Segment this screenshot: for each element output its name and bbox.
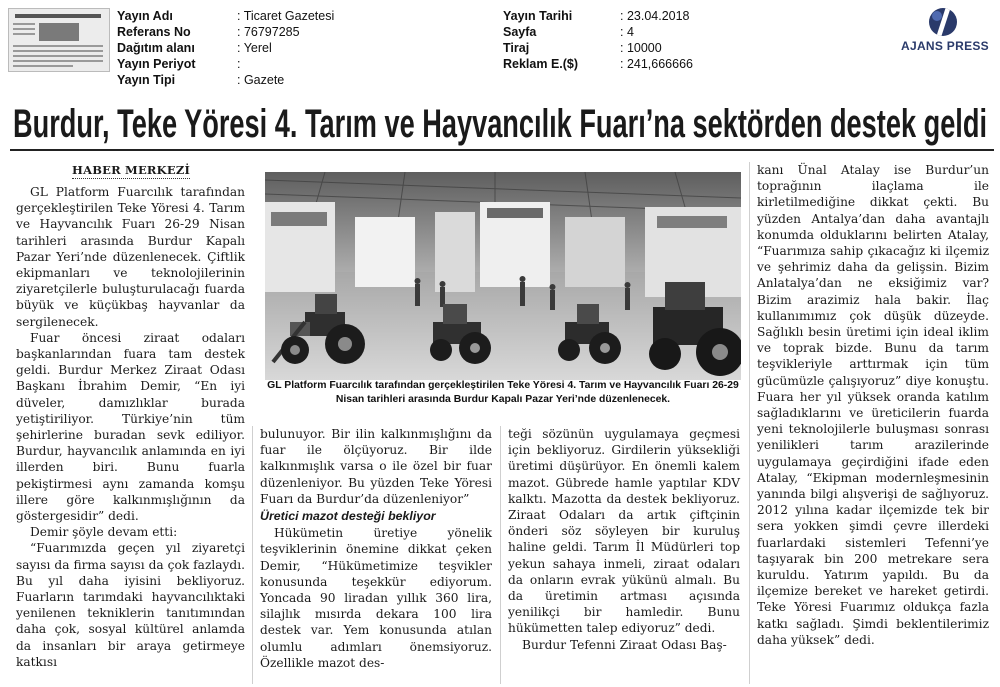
paragraph: Hükümetin üretiye yönelik teşviklerinin önemine dikkat çeken Demir, “Hükümetimize teşvikler konusunda teşekkür ediyorum. Yoncada 90 liradan yıllık 360 lira, silajlık mısırda dekara 100 lira destek var. Yem konusunda atılan olumlu adımları önemsiyoruz. Özellikle mazot des- (260, 526, 492, 670)
meta-label: Yayın Periyot (117, 57, 196, 71)
meta-label: Sayfa (503, 25, 537, 39)
column-divider (500, 426, 501, 684)
column-divider (252, 426, 253, 684)
meta-value: : 241,666666 (620, 57, 693, 71)
paragraph: “Fuarımızda geçen yıl ziyaretçi sayısı da firma sayısı da çok fazlaydı. Bu yıl daha iyisini bekliyoruz. Fuarların tarımdaki hayvancılıktaki yenilenen tekniklerin tanıtımından daha çok, sosyal kültürel anlamda da insanları bir araya getirmeye katkısı (16, 541, 245, 669)
meta-row-page (503, 24, 693, 40)
paragraph: GL Platform Fuarcılık tarafından gerçekleştirilen Teke Yöresi 4. Tarım ve Hayvancılık Fuarı 26-29 Nisan tarihleri arasında Burdur Kapalı Pazar Yeri’nde düzenlenecek. Çiftlik ekipmanları ve teknolojilerinin ziyaretçilerle buluşturulacağı fuarda büyük ve küçükbaş hayvanlar da sergilenecek. (16, 185, 245, 329)
meta-label: Dağıtım alanı (117, 41, 195, 55)
paragraph: kanı Ünal Atalay ise Burdur’un toprağının ilaçlama ile kirletilmediğine dikkat çekti. Bu yüzden Antalya’dan daha avantajlı konumda olduklarını belirten Atalay, “Fuarımıza sahip çıkacağız ki ilçemiz ve şehrimiz daha da gelişsin. Bizim Anlatalya’dan ne eksiğimiz var? Bizim arazimiz hala bakir. İlaç kullanımımız çok düşük düzeyde. Sağlıklı besin üretimi için ideal iklim ve toprak bizde. Bunu da tarım teşvikleriyle arttırmak için tüm gücümüzle çalışıyoruz” diye konuştu. Fuara her yıl yüksek oranda katılım sağladıklarını ve üreticilerin fuarda yeni teknolojilerle buluşması sonrası yenilikleri tarım arazilerinde uygulamaya geçirdiğini ifade eden Atalay, “Ekipman modernleşmesinin yanında bilgi alışverişi de sağlıyoruz. 2012 yılına kadar ilçemizde tek bir sera yokken şimdi çevre illerdeki fuarlardaki sistemleri Tefenni’ye taşıyarak bin 200 metrekare sera kuruldu. Yatırım yapıldı. Bu da ilçemize bereket ve hareket getirdi. Teke Yöresi Fuarımız oldukça fazla katkı sağladı. Şimdi beklentilerimiz daha yüksek” dedi. (757, 163, 989, 647)
paragraph: teği sözünün uygulamaya geçmesi için bekliyoruz. Girdilerin yüksekliği üretimi düşürüyor. En önemli kalem mazot. Gübrede hamle yaptılar KDV kalktı. Mazotta da destek bekliyoruz. Ziraat Odaları da artık çiftçinin önderi söz söyleyen bir kuruluş haline geldi. Tarım İl Müdürleri top yekun sahaya inmeli, ziraat odaları da onların evrak yükünü almalı. Bu da üretimin artması açısında yenilikçi bir hamledir. Bunu hükümetten talep ediyoruz” dedi. (508, 427, 740, 636)
meta-value: : (237, 57, 241, 71)
meta-row-reference (117, 24, 334, 40)
logo-icon (929, 8, 957, 36)
paragraph: bulunuyor. Bir ilin kalkınmışlığını da fuar ile ölçüyoruz. Bir ilde kalkınmışlık varsa o ile özel bir fuar düzenleniyor. Bu yüzden Teke Yöresi Fuarı da Burdur’da düzenleniyor” (260, 427, 492, 506)
article-column-4 (757, 162, 989, 648)
meta-value: : 23.04.2018 (620, 9, 690, 23)
byline: HABER MERKEZİ (72, 163, 191, 177)
headline (10, 92, 994, 148)
photo-caption: GL Platform Fuarcılık tarafından gerçekleştirilen Teke Yöresi 4. Tarım ve Hayvancılık Fuarı 26-29 Nisan tarihleri arasında Burdur Kapalı Pazar Yeri’nde düzenlenecek. (267, 380, 739, 405)
meta-label: Reklam E.($) (503, 57, 579, 71)
ajans-press-logo (895, 8, 995, 58)
meta-label: Referans No (117, 25, 191, 39)
column-divider (749, 162, 750, 684)
meta-row-date (503, 8, 693, 24)
paragraph: Fuar öncesi ziraat odaları başkanlarından fuara tam destek geldi. Burdur Merkez Ziraat Odası Başkanı İbrahim Demir, “En iyi düveler, damızlıklar burada yetiştiriliyor. Türkiye’nin tüm şehirlerine buradan sevk ediliyor. Burdur, hayvancılık anlamında en iyi illerden biri. Bunu fuarla pekiştirmesi aynı zamanda komşu illere göre kalkınmışlığının da göstergesidir” dedi. (16, 330, 245, 524)
meta-label: Yayın Adı (117, 9, 173, 23)
meta-value: : Ticaret Gazetesi (237, 9, 335, 23)
paragraph: Demir şöyle devam etti: (30, 525, 178, 540)
logo-name: AJANS PRESS (901, 39, 989, 53)
meta-value: : 10000 (620, 41, 662, 55)
fair-hall-photo (265, 172, 741, 380)
meta-value: : 4 (620, 25, 634, 39)
clipping-meta-left (117, 8, 334, 88)
meta-row-circulation (503, 40, 693, 56)
meta-row-type (117, 72, 334, 88)
meta-label: Tiraj (503, 41, 530, 55)
meta-row-ad-value (503, 56, 693, 72)
article-column-3 (508, 426, 740, 653)
meta-value: : 76797285 (237, 25, 300, 39)
subheading: Üretici mazot desteği bekliyor (260, 509, 436, 524)
paragraph: Burdur Tefenni Ziraat Odası Baş- (522, 637, 727, 652)
meta-row-distribution (117, 40, 334, 56)
meta-row-publication (117, 8, 334, 24)
meta-label: Yayın Tarihi (503, 9, 573, 23)
meta-label: Yayın Tipi (117, 73, 176, 87)
meta-value: : Gazete (237, 73, 285, 87)
article-column-2 (260, 426, 492, 671)
page-thumbnail[interactable] (8, 8, 110, 72)
article-column-1 (16, 184, 245, 670)
headline-text: Burdur, Teke Yöresi 4. Tarım ve Hayvancılık Fuarı’na sektörden destek geldi (13, 102, 987, 146)
clipping-meta-right (503, 8, 693, 72)
meta-row-period (117, 56, 334, 72)
headline-rule (10, 149, 994, 151)
meta-value: : Yerel (237, 41, 272, 55)
